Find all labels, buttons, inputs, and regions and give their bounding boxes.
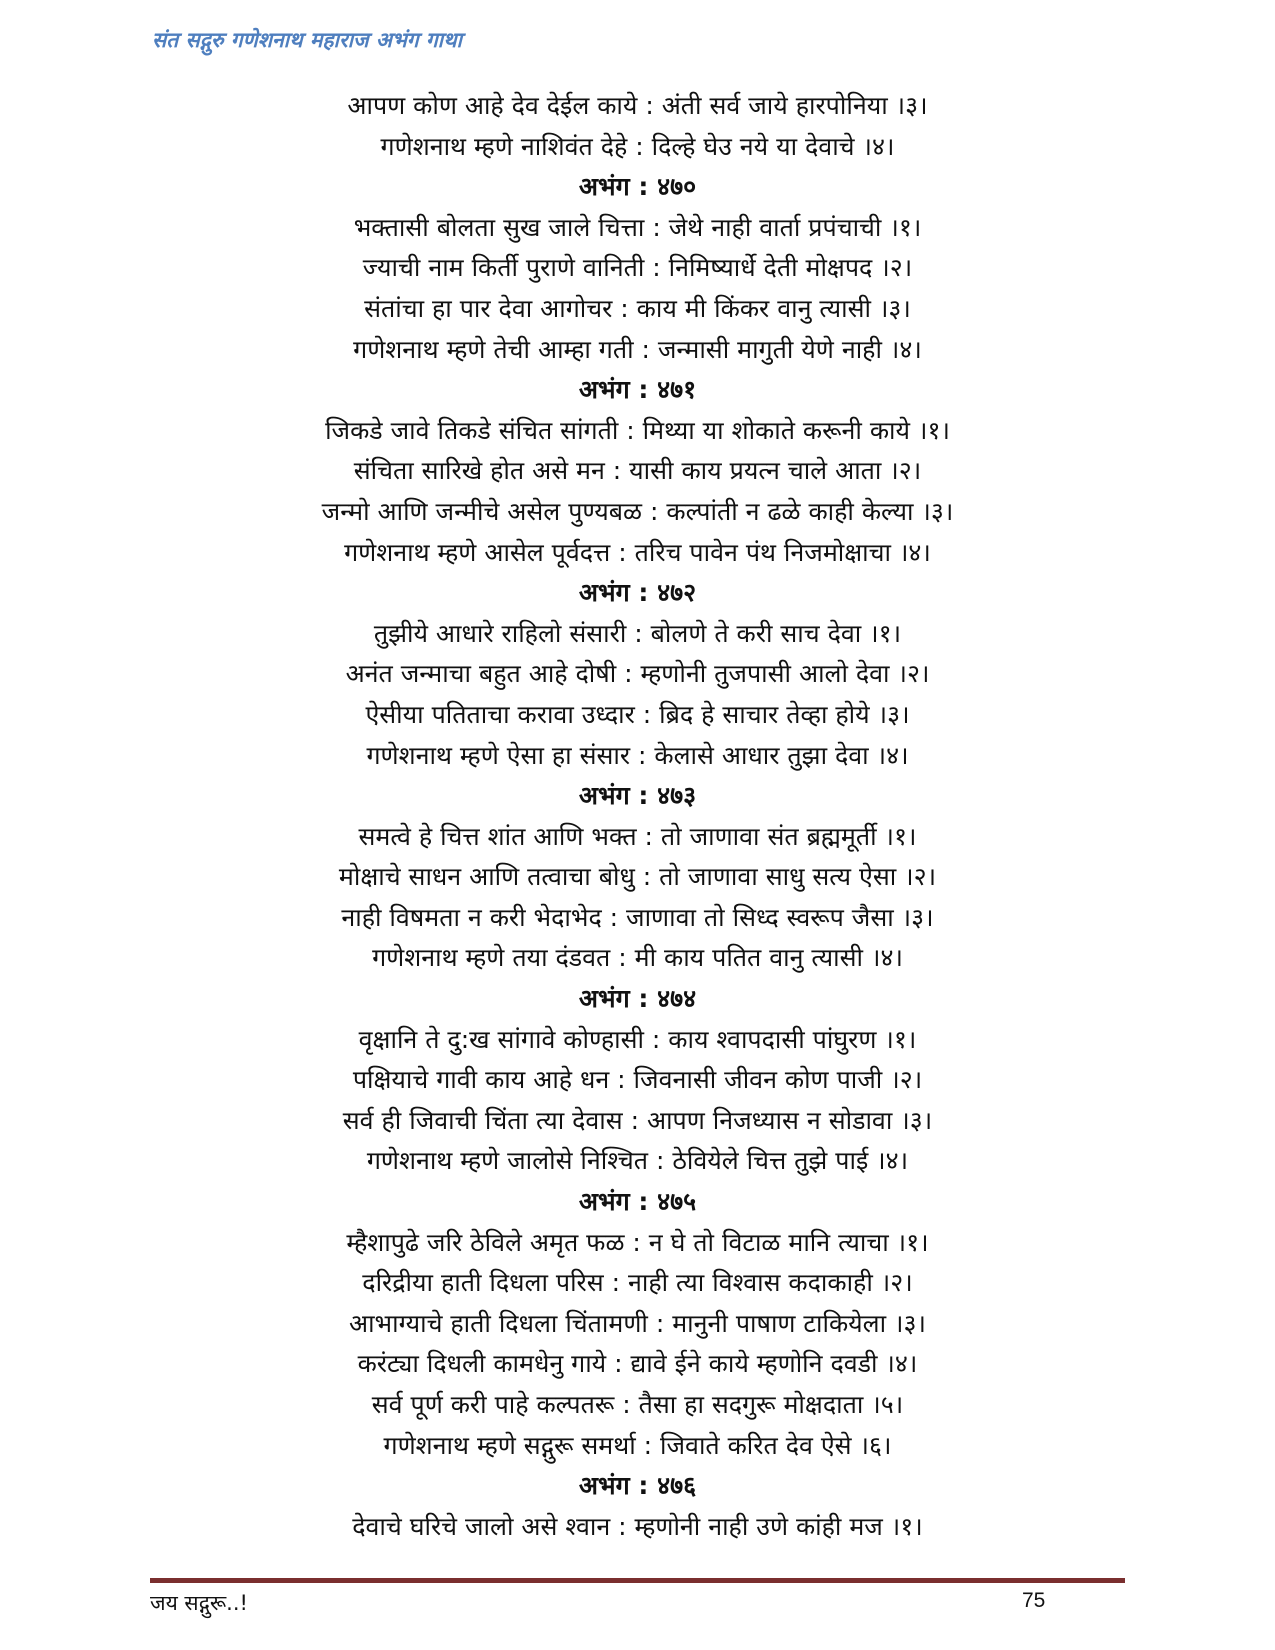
verse-line: पक्षियाचे गावी काय आहे धन : जिवनासी जीवन कोण पाजी ।२। bbox=[352, 1065, 923, 1095]
verse-line: जिकडे जावे तिकडे संचित सांगती : मिथ्या या शोकाते करूनी काये ।१। bbox=[325, 415, 950, 445]
verse-line: संतांचा हा पार देवा आगोचर : काय मी किंकर वानु त्यासी ।३। bbox=[364, 293, 911, 323]
verse-line: वृक्षानि ते दु:ख सांगावे कोण्हासी : काय श्वापदासी पांघुरण ।१। bbox=[358, 1024, 917, 1054]
abhang-text-block bbox=[0, 86, 1275, 1547]
abhang-heading: अभंग : ४७६ bbox=[578, 1471, 697, 1501]
verse-line: अनंत जन्माचा बहुत आहे दोषी : म्हणोनी तुजपासी आलो देवा ।२। bbox=[345, 659, 930, 689]
verse-line: गणेशनाथ म्हणे जालोसे निश्चित : ठेवियेले चित्त तुझे पाई ।४। bbox=[366, 1146, 909, 1176]
abhang-heading: अभंग : ४७१ bbox=[578, 375, 697, 405]
verse-line: गणेशनाथ म्हणे ऐसा हा संसार : केलासे आधार तुझा देवा ।४। bbox=[366, 740, 909, 770]
footer-divider bbox=[150, 1578, 1125, 1583]
verse-line: मोक्षाचे साधन आणि तत्वाचा बोधु : तो जाणावा साधु सत्य ऐसा ।२। bbox=[338, 862, 937, 892]
verse-line: आभाग्याचे हाती दिधला चिंतामणी : मानुनी पाषाण टाकियेला ।३। bbox=[348, 1308, 927, 1338]
abhang-heading: अभंग : ४७५ bbox=[578, 1187, 697, 1217]
footer-text: जय सद्गुरू..! bbox=[150, 1591, 248, 1615]
verse-line: जन्मो आणि जन्मीचे असेल पुण्यबळ : कल्पांती न ढळे काही केल्या ।३। bbox=[321, 496, 954, 526]
page-number: 75 bbox=[1022, 1589, 1046, 1612]
abhang-heading: अभंग : ४७३ bbox=[578, 781, 697, 811]
abhang-heading: अभंग : ४७४ bbox=[578, 984, 697, 1014]
verse-line: संचिता सारिखे होत असे मन : यासी काय प्रयत्न चाले आता ।२। bbox=[353, 456, 922, 486]
verse-line: सर्व ही जिवाची चिंता त्या देवास : आपण निजध्यास न सोडावा ।३। bbox=[342, 1105, 933, 1135]
verse-line: नाही विषमता न करी भेदाभेद : जाणावा तो सिध्द स्वरूप जैसा ।३। bbox=[341, 902, 934, 932]
abhang-heading: अभंग : ४७० bbox=[578, 172, 697, 202]
page-header-title: संत सद्गुरु गणेशनाथ महाराज अभंग गाथा bbox=[152, 28, 462, 52]
abhang-heading: अभंग : ४७२ bbox=[578, 578, 697, 608]
verse-line: ज्याची नाम किर्ती पुराणे वानिती : निमिष्यार्धे देती मोक्षपद ।२। bbox=[362, 253, 913, 283]
verse-line: देवाचे घरिचे जालो असे श्वान : म्हणोनी नाही उणे कांही मज ।१। bbox=[352, 1511, 923, 1541]
verse-line: भक्तासी बोलता सुख जाले चित्ता : जेथे नाही वार्ता प्रपंचाची ।१। bbox=[353, 212, 922, 242]
verse-line: गणेशनाथ म्हणे सद्गुरू समर्था : जिवाते करित देव ऐसे ।६। bbox=[383, 1430, 892, 1460]
verse-line: गणेशनाथ म्हणे नाशिवंत देहे : दिल्हे घेउ नये या देवाचे ।४। bbox=[380, 131, 895, 161]
verse-line: करंट्या दिधली कामधेनु गाये : द्यावे ईने काये म्हणोनि दवडी ।४। bbox=[357, 1349, 918, 1379]
verse-line: सर्व पूर्ण करी पाहे कल्पतरू : तैसा हा सदगुरू मोक्षदाता ।५। bbox=[371, 1390, 904, 1419]
verse-line: गणेशनाथ म्हणे तया दंडवत : मी काय पतित वानु त्यासी ।४। bbox=[372, 943, 903, 973]
verse-line: समत्वे हे चित्त शांत आणि भक्त : तो जाणावा संत ब्रह्ममूर्ती ।१। bbox=[358, 821, 917, 851]
verse-line: आपण कोण आहे देव देईल काये : अंती सर्व जाये हारपोनिया ।३। bbox=[347, 91, 928, 120]
verse-line: दरिद्रीया हाती दिधला परिस : नाही त्या विश्वास कदाकाही ।२। bbox=[362, 1268, 913, 1298]
verse-line: तुझीये आधारे राहिलो संसारी : बोलणे ते करी साच देवा ।१। bbox=[373, 618, 902, 648]
verse-line: म्हैशापुढे जरि ठेविले अमृत फळ : न घे तो विटाळ मानि त्याचा ।१। bbox=[346, 1227, 929, 1257]
verse-line: गणेशनाथ म्हणे आसेल पूर्वदत्त : तरिच पावेन पंथ निजमोक्षाचा ।४। bbox=[344, 537, 931, 567]
verse-line: ऐसीया पतिताचा करावा उध्दार : ब्रिद हे साचार तेव्हा होये ।३। bbox=[365, 699, 910, 729]
verse-line: गणेशनाथ म्हणे तेची आम्हा गती : जन्मासी मागुती येणे नाही ।४। bbox=[353, 334, 922, 364]
